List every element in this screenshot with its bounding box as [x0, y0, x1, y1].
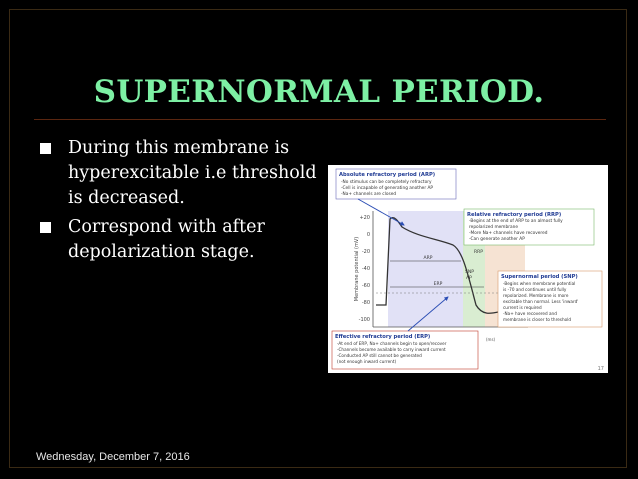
y-tick-label: -100: [358, 317, 370, 323]
snp-box-line: current is required: [503, 305, 542, 310]
rrp-box-line: repolarized membrane: [469, 225, 518, 230]
snp-box-line: excitable than normal. Less 'inward': [503, 299, 579, 304]
y-axis-label: Membrane potential (mV): [354, 236, 360, 302]
snp-box-line: repolarized. Membrane is more: [503, 293, 569, 298]
square-bullet-icon: [40, 222, 51, 233]
rrp-box-title: Relative refractory period (RRP): [467, 212, 562, 218]
snp-box-line: -Begins when membrane potential: [503, 281, 576, 286]
y-tick-label: +20: [359, 215, 370, 221]
erp-box-line: (not enough inward current): [337, 359, 397, 364]
snp-box-line: is -70 and continues until fully: [503, 287, 567, 292]
ap-inner-label: AP: [466, 276, 472, 281]
y-tick-label: -20: [361, 249, 370, 255]
rrp-box-line: -More Na+ channels have recovered: [469, 231, 548, 236]
figure-svg: [328, 165, 608, 373]
bullet-text: Correspond with after depolarization stage.: [68, 217, 265, 262]
bullet-item: [40, 136, 320, 211]
arp-region: [388, 211, 463, 327]
arp-inner-label: ARP: [423, 256, 433, 261]
y-tick-label: -40: [361, 266, 370, 272]
bullet-item: [40, 215, 320, 265]
snp-box-title: Supernormal period (SNP): [501, 274, 578, 280]
bullet-list: [40, 136, 320, 269]
erp-inner-label: ERP: [433, 282, 443, 287]
y-tick-label: -80: [361, 300, 370, 306]
arp-box-title: Absolute refractory period (ARP): [339, 172, 436, 178]
arp-box-line: -No stimulus can be completely refractory: [341, 180, 432, 185]
figure-slide-number: 17: [597, 366, 604, 372]
arp-box-line: -Na+ channels are closed: [341, 192, 397, 197]
footer-date: Wednesday, December 7, 2016: [36, 451, 190, 463]
y-tick-label: 0: [366, 232, 370, 238]
snp-box-line: membrane is closer to threshold: [503, 317, 572, 322]
refractory-period-figure: [328, 165, 608, 373]
erp-box-line: -Conducted AP still cannot be generated: [337, 353, 422, 358]
rrp-box-line: -Begins at the end of ARP to an almost fully: [469, 219, 563, 224]
arp-box-line: -Cell is incapable of generating another AP: [341, 186, 433, 191]
erp-box-line: -At end of ERP, Na+ channels begin to open/recover: [337, 341, 447, 346]
snp-box-line: -Na+ have recovered and: [503, 311, 557, 316]
title-divider: [34, 119, 606, 120]
square-bullet-icon: [40, 143, 51, 154]
rrp-box-line: -Can generate another AP: [469, 237, 525, 242]
slide-title: SUPERNORMAL PERIOD.: [93, 74, 545, 110]
bullet-text: During this membrane is hyperexcitable i.e threshold is decreased.: [68, 138, 317, 208]
rrp-inner-label: RRP: [474, 250, 483, 255]
y-tick-label: -60: [361, 283, 370, 289]
erp-box-title: Effective refractory period (ERP): [335, 334, 431, 340]
time-axis-label: (ms): [486, 337, 496, 342]
erp-box-line: -Channels become available to carry inward current: [337, 347, 446, 352]
snp-inner-label: SNP: [465, 270, 474, 275]
